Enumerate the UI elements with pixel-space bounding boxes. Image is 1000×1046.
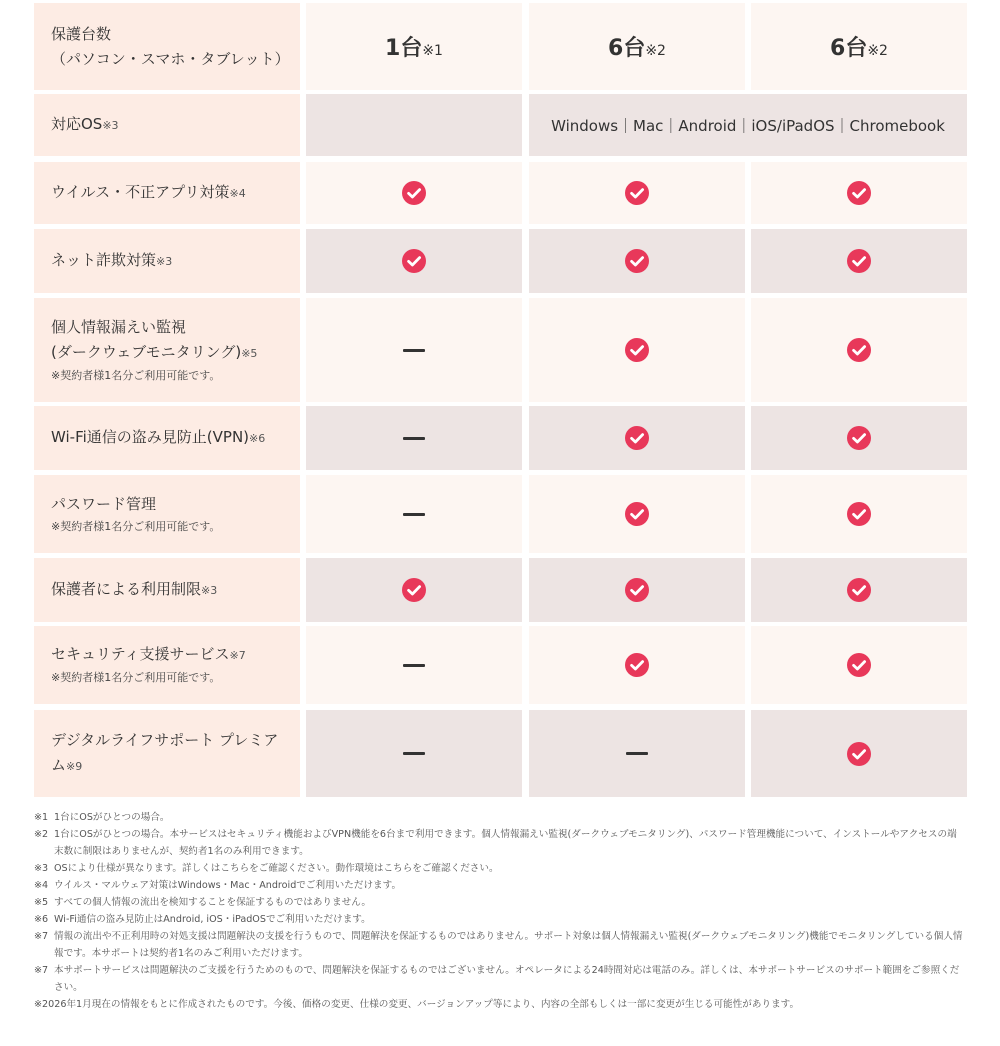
dash-icon xyxy=(403,437,425,440)
plan-cell xyxy=(306,162,522,224)
dash-icon xyxy=(403,349,425,352)
check-circle-icon xyxy=(847,249,871,273)
check-circle-icon xyxy=(625,578,649,602)
footnote-key: ※7 xyxy=(34,965,49,976)
footnote-text: ウイルス・マルウェア対策はWindows・Mac・Androidでご利用いただけます。 xyxy=(54,880,402,891)
row-label xyxy=(34,710,300,797)
dash-icon xyxy=(403,664,425,667)
footnote-text: すべての個人情報の流出を検知することを保証するものではありません。 xyxy=(54,897,371,908)
plan-cell xyxy=(529,3,745,90)
plan-cell xyxy=(306,558,522,622)
check-circle-icon xyxy=(402,578,426,602)
label-line: ウイルス・不正アプリ対策 xyxy=(51,183,230,201)
row-note: ※契約者様1名分ご利用可能です。 xyxy=(51,671,221,684)
footnote-ref: ※4 xyxy=(229,187,246,200)
row-label xyxy=(34,94,300,156)
plan-cell xyxy=(529,229,745,293)
plan-cell xyxy=(751,162,967,224)
footnote xyxy=(34,894,964,911)
row-note: ※契約者様1名分ご利用可能です。 xyxy=(51,368,221,382)
plan-cell xyxy=(306,298,522,402)
plan-cell xyxy=(751,558,967,622)
footnote-key: ※1 xyxy=(34,812,49,823)
label-line: セキュリティ支援サービス xyxy=(51,645,230,663)
row-label-text xyxy=(51,425,265,451)
footnote-text: 1台にOSがひとつの場合。本サービスはセキュリティ機能およびVPN機能を6台まで利用できます。個人情報漏えい監視(ダークウェブモニタリング)、パスワード管理機能について、インストールやアクセスの端末数に制限はありませんが、契約者1名のみ利用できます。 xyxy=(54,829,957,857)
footnote-key: ※3 xyxy=(34,863,49,874)
label-line: 保護者による利用制限 xyxy=(51,580,202,598)
device-count-value: 6台 xyxy=(830,36,868,61)
check-circle-icon xyxy=(625,338,649,362)
row-label xyxy=(34,162,300,224)
footnote xyxy=(34,860,964,877)
check-circle-icon xyxy=(847,426,871,450)
row-label xyxy=(34,229,300,293)
device-count-value: 6台 xyxy=(608,36,646,61)
row-label-text xyxy=(51,112,119,138)
check-circle-icon xyxy=(625,181,649,205)
label-line: （パソコン・スマホ・タブレット） xyxy=(51,49,290,68)
footnote-key: ※4 xyxy=(34,880,49,891)
check-circle-icon xyxy=(847,653,871,677)
label-line: ム xyxy=(51,756,67,774)
check-circle-icon xyxy=(847,338,871,362)
check-circle-icon xyxy=(847,578,871,602)
label-line: ネット詐欺対策 xyxy=(51,251,157,269)
footnote xyxy=(34,911,964,928)
check-circle-icon xyxy=(625,653,649,677)
row-note: ※契約者様1名分ご利用可能です。 xyxy=(51,519,221,533)
plan-cell xyxy=(529,558,745,622)
footnote-key: ※7 xyxy=(34,931,49,942)
plan-cell xyxy=(529,162,745,224)
row-label-text xyxy=(51,492,220,537)
row-label xyxy=(34,3,300,90)
os-cell-empty xyxy=(306,94,522,156)
plan-cell xyxy=(751,710,967,797)
plan-cell xyxy=(306,626,522,704)
device-count-value: 1台 xyxy=(385,36,423,61)
check-circle-icon xyxy=(402,181,426,205)
plan-cell xyxy=(751,475,967,553)
row-label xyxy=(34,558,300,622)
plan-cell xyxy=(751,3,967,90)
os-list xyxy=(529,94,967,156)
footnote-text: 情報の流出や不正利用時の対処支援は問題解決の支援を行うもので、問題解決を保証するものではありません。サポート対象は個人情報漏えい監視(ダークウェブモニタリング)機能でモニタリングしている個人情報です。本サポートは契約者1名のみご利用いただけます。 xyxy=(54,931,963,959)
check-circle-icon xyxy=(625,426,649,450)
footnote-text: OSにより仕様が異なります。詳しくはこちらをご確認ください。動作環境はこちらをご確認ください。 xyxy=(54,863,499,874)
plan-cell xyxy=(306,475,522,553)
row-label-text xyxy=(51,642,246,688)
dash-icon xyxy=(403,752,425,755)
check-circle-icon xyxy=(402,249,426,273)
device-count xyxy=(608,31,666,62)
label-line: パスワード管理 xyxy=(51,494,157,513)
row-label-text xyxy=(51,315,257,386)
footnote xyxy=(34,877,964,894)
footnote-ref: ※3 xyxy=(102,119,119,132)
plan-cell xyxy=(306,229,522,293)
footnote-ref: ※2 xyxy=(645,43,666,59)
device-count xyxy=(830,31,888,62)
row-label-text xyxy=(51,180,246,206)
footnote-key: ※2 xyxy=(34,829,49,840)
footnote-ref: ※9 xyxy=(66,760,83,773)
plan-cell xyxy=(306,710,522,797)
row-label xyxy=(34,626,300,704)
footnote xyxy=(34,826,964,860)
footnote-ref: ※2 xyxy=(867,43,888,59)
check-circle-icon xyxy=(847,181,871,205)
device-count xyxy=(385,31,443,62)
plan-cell xyxy=(306,406,522,470)
label-line: 保護台数 xyxy=(51,24,112,43)
plan-cell xyxy=(306,3,522,90)
footnote-ref: ※3 xyxy=(156,255,173,268)
plan-cell xyxy=(751,229,967,293)
footnote-text: Wi-Fi通信の盗み見防止はAndroid, iOS・iPadOSでご利用いただけます。 xyxy=(54,914,371,925)
footnote-ref: ※5 xyxy=(241,346,258,360)
check-circle-icon xyxy=(847,502,871,526)
plan-cell xyxy=(529,475,745,553)
footnote-key: ※6 xyxy=(34,914,49,925)
footnote-ref: ※1 xyxy=(422,43,443,59)
row-label-text xyxy=(51,248,172,274)
footnote-ref: ※7 xyxy=(229,649,246,662)
check-circle-icon xyxy=(625,502,649,526)
plan-cell xyxy=(529,298,745,402)
plan-cell xyxy=(529,406,745,470)
plan-cell xyxy=(529,626,745,704)
footnotes xyxy=(34,809,964,1013)
plan-cell xyxy=(529,710,745,797)
row-label-text xyxy=(51,728,278,779)
row-label xyxy=(34,475,300,553)
row-label xyxy=(34,298,300,402)
footnote-text: 1台にOSがひとつの場合。 xyxy=(54,812,170,823)
label-line: 個人情報漏えい監視 xyxy=(51,317,187,336)
row-label-text xyxy=(51,22,290,72)
os-list-text: Windows｜Mac｜Android｜iOS/iPadOS｜Chromebook xyxy=(551,116,945,135)
plan-cell xyxy=(751,626,967,704)
check-circle-icon xyxy=(625,249,649,273)
row-label-text xyxy=(51,577,217,603)
plan-cell xyxy=(751,298,967,402)
label-line: (ダークウェブモニタリング) xyxy=(51,342,242,361)
footnote xyxy=(34,928,964,962)
check-circle-icon xyxy=(847,742,871,766)
footer-note: ※2026年1月現在の情報をもとに作成されたものです。今後、価格の変更、仕様の変更、バージョンアップ等により、内容の全部もしくは一部に変更が生じる可能性があります。 xyxy=(34,999,800,1010)
footnote-ref: ※6 xyxy=(249,432,266,445)
plan-cell xyxy=(751,406,967,470)
footnote-ref: ※3 xyxy=(201,584,218,597)
label-line: デジタルライフサポート プレミア xyxy=(51,731,279,749)
row-label xyxy=(34,406,300,470)
dash-icon xyxy=(403,513,425,516)
footnote xyxy=(34,962,964,996)
label-line: 対応OS xyxy=(51,115,103,133)
footnote-text: 本サポートサービスは問題解決のご支援を行うためのもので、問題解決を保証するものではございません。オペレータによる24時間対応は電話のみ。詳しくは、本サポートサービスのサポート範囲をご参照ください。 xyxy=(54,965,960,993)
label-line: Wi-Fi通信の盗み見防止(VPN) xyxy=(51,428,250,446)
footnote xyxy=(34,809,964,826)
dash-icon xyxy=(626,752,648,755)
footnote-key: ※5 xyxy=(34,897,49,908)
